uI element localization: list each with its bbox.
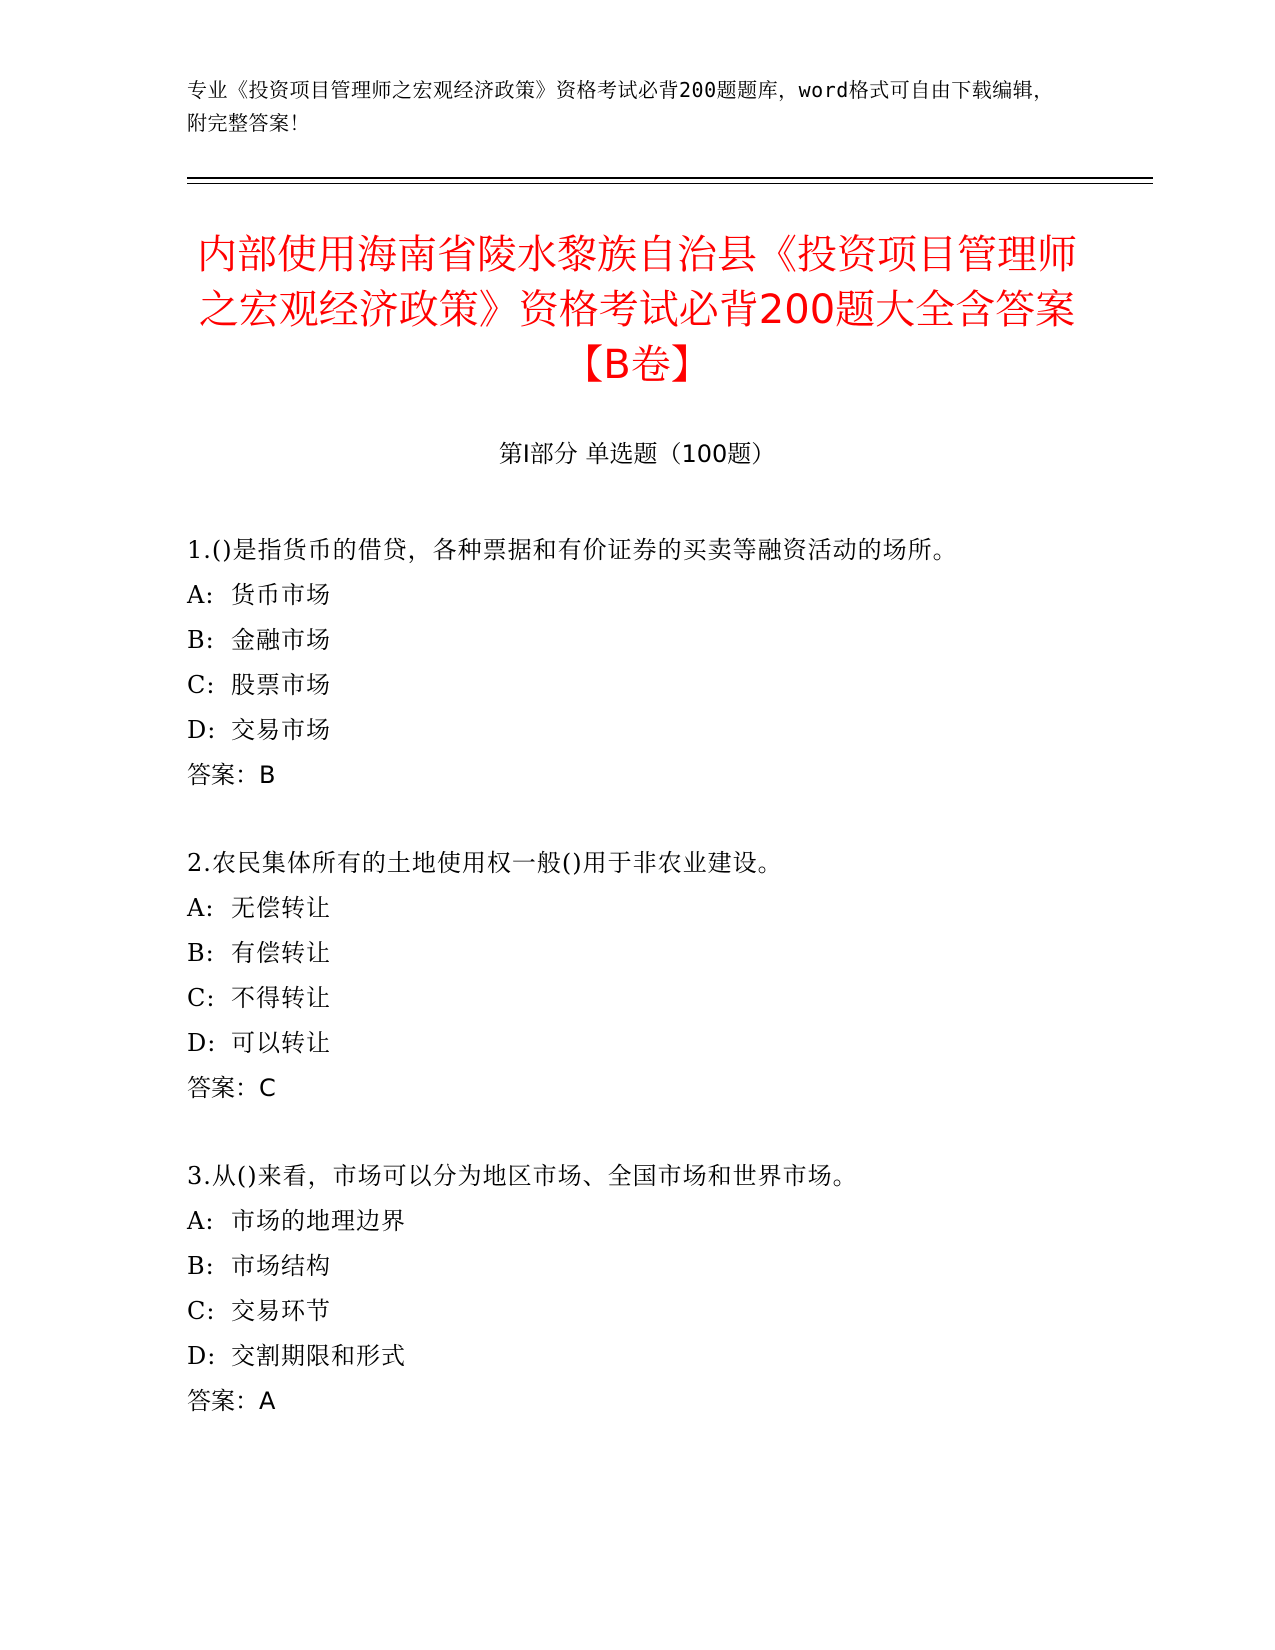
option-d (187, 708, 1067, 753)
option-a (187, 573, 1067, 618)
answer-line: 答案：B (187, 761, 276, 789)
option-text: 交割期限和形式 (231, 1342, 406, 1370)
answer-line: 答案：A (187, 1387, 276, 1415)
option-text: 市场的地理边界 (231, 1207, 406, 1235)
option-c (187, 976, 1067, 1021)
option-text: 无偿转让 (231, 894, 331, 922)
option-letter: A: (187, 894, 215, 922)
question-2 (187, 841, 1067, 1111)
question-text: 2.农民集体所有的土地使用权一般()用于非农业建设。 (187, 849, 783, 877)
option-letter: C: (187, 1297, 216, 1325)
option-letter: A: (187, 1207, 215, 1235)
option-text: 金融市场 (231, 626, 331, 654)
option-a (187, 886, 1067, 931)
option-text: 货币市场 (231, 581, 331, 609)
option-letter: A: (187, 581, 215, 609)
question-text: 1.()是指货币的借贷，各种票据和有价证券的买卖等融资活动的场所。 (187, 536, 958, 564)
option-b (187, 1244, 1067, 1289)
document-title: 内部使用海南省陵水黎族自治县《投资项目管理师之宏观经济政策》资格考试必背200题大全含答案【B卷】 (197, 232, 1077, 388)
option-letter: B: (187, 939, 215, 967)
header-divider (187, 177, 1153, 179)
question-3 (187, 1154, 1067, 1424)
header-note: 专业《投资项目管理师之宏观经济政策》资格考试必背200题题库，word格式可自由下载编辑，附完整答案！ (187, 78, 1054, 135)
option-letter: B: (187, 626, 215, 654)
option-letter: C: (187, 984, 216, 1012)
option-letter: C: (187, 671, 216, 699)
question-list (187, 528, 1067, 1467)
option-a (187, 1199, 1067, 1244)
option-c (187, 663, 1067, 708)
option-text: 交易环节 (231, 1297, 331, 1325)
option-text: 交易市场 (231, 716, 331, 744)
option-text: 市场结构 (231, 1252, 331, 1280)
option-c (187, 1289, 1067, 1334)
section-title: 第I部分 单选题（100题） (498, 440, 776, 468)
option-d (187, 1334, 1067, 1379)
option-letter: D: (187, 1029, 217, 1057)
question-1 (187, 528, 1067, 798)
answer-line: 答案：C (187, 1074, 276, 1102)
option-text: 有偿转让 (231, 939, 331, 967)
option-b (187, 618, 1067, 663)
option-letter: D: (187, 1342, 217, 1370)
option-text: 不得转让 (231, 984, 331, 1012)
header-divider-thin (187, 183, 1153, 184)
option-text: 股票市场 (231, 671, 331, 699)
option-text: 可以转让 (231, 1029, 331, 1057)
option-letter: B: (187, 1252, 215, 1280)
option-letter: D: (187, 716, 217, 744)
option-d (187, 1021, 1067, 1066)
option-b (187, 931, 1067, 976)
question-text: 3.从()来看，市场可以分为地区市场、全国市场和世界市场。 (187, 1162, 858, 1190)
